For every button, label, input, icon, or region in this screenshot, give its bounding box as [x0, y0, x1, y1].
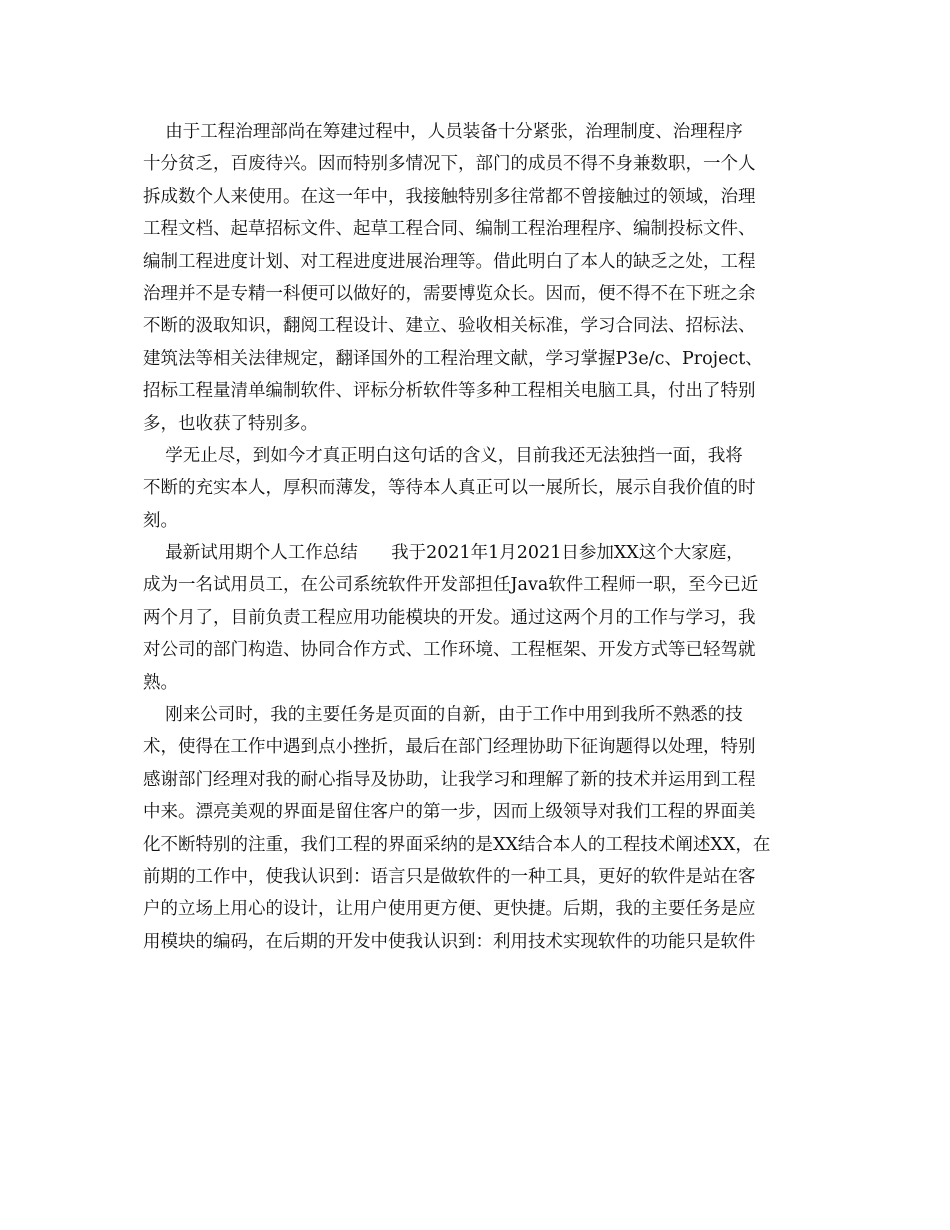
text-line: 建筑法等相关法律规定，翻译国外的工程治理文献，学习掌握P3e/c、Project、 [143, 348, 763, 369]
text-line: 工程文档、起草招标文件、起草工程合同、编制工程治理程序、编制投标文件、 [143, 219, 756, 240]
text-line: 用模块的编码，在后期的开发中使我认识到：利用技术实现软件的功能只是软件 [143, 931, 756, 952]
text-line: 对公司的部门构造、协同合作方式、工作环境、工程框架、开发方式等已轻驾就 [143, 640, 756, 661]
text-line: 中来。漂亮美观的界面是留住客户的第一步，因而上级领导对我们工程的界面美 [143, 802, 756, 823]
text-line: 术，使得在工作中遇到点小挫折，最后在部门经理协助下征询题得以处理，特别 [143, 737, 756, 758]
text-line: 感谢部门经理对我的耐心指导及协助，让我学习和理解了新的技术并运用到工程 [143, 769, 756, 790]
text-line: 招标工程量清单编制软件、评标分析软件等多种工程相关电脑工具，付出了特别 [143, 381, 756, 402]
text-line: 由于工程治理部尚在筹建过程中，人员装备十分紧张，治理制度、治理程序 [143, 122, 743, 142]
text-line: 十分贫乏，百废待兴。因而特别多情况下，部门的成员不得不身兼数职，一个人 [143, 154, 756, 175]
text-line: 学无止尽，到如今才真正明白这句话的含义，目前我还无法独挡一面，我将 [143, 445, 743, 466]
text-line: 刻。 [143, 510, 178, 531]
body-text [143, 116, 808, 958]
text-line: 前期的工作中，使我认识到：语言只是做软件的一种工具，更好的软件是站在客 [143, 866, 756, 887]
text-line: 多，也收获了特别多。 [143, 413, 318, 434]
text-line: 刚来公司时，我的主要任务是页面的自新，由于工作中用到我所不熟悉的技 [143, 705, 743, 726]
text-line: 最新试用期个人工作总结 我于2021年1月2021日参加XX这个大家庭， [143, 543, 744, 564]
text-line: 不断的汲取知识，翻阅工程设计、建立、验收相关标准，学习合同法、招标法、 [143, 316, 756, 337]
text-line: 两个月了，目前负责工程应用功能模块的开发。通过这两个月的工作与学习，我 [143, 607, 756, 628]
text-line: 编制工程进度计划、对工程进度进展治理等。借此明白了本人的缺乏之处，工程 [143, 251, 756, 272]
text-line: 熟。 [143, 672, 178, 693]
text-line: 拆成数个人来使用。在这一年中，我接触特别多往常都不曾接触过的领域，治理 [143, 186, 756, 207]
text-line: 成为一名试用员工，在公司系统软件开发部担任Java软件工程师一职，至今已近 [143, 575, 759, 596]
text-line: 不断的充实本人，厚积而薄发，等待本人真正可以一展所长，展示自我价值的时 [143, 478, 756, 499]
text-line: 化不断特别的注重，我们工程的界面采纳的是XX结合本人的工程技术阐述XX，在 [143, 834, 771, 855]
text-line: 户的立场上用心的设计，让用户使用更方便、更快捷。后期，我的主要任务是应 [143, 899, 756, 920]
text-line: 治理并不是专精一科便可以做好的，需要博览众长。因而，便不得不在下班之余 [143, 283, 756, 304]
